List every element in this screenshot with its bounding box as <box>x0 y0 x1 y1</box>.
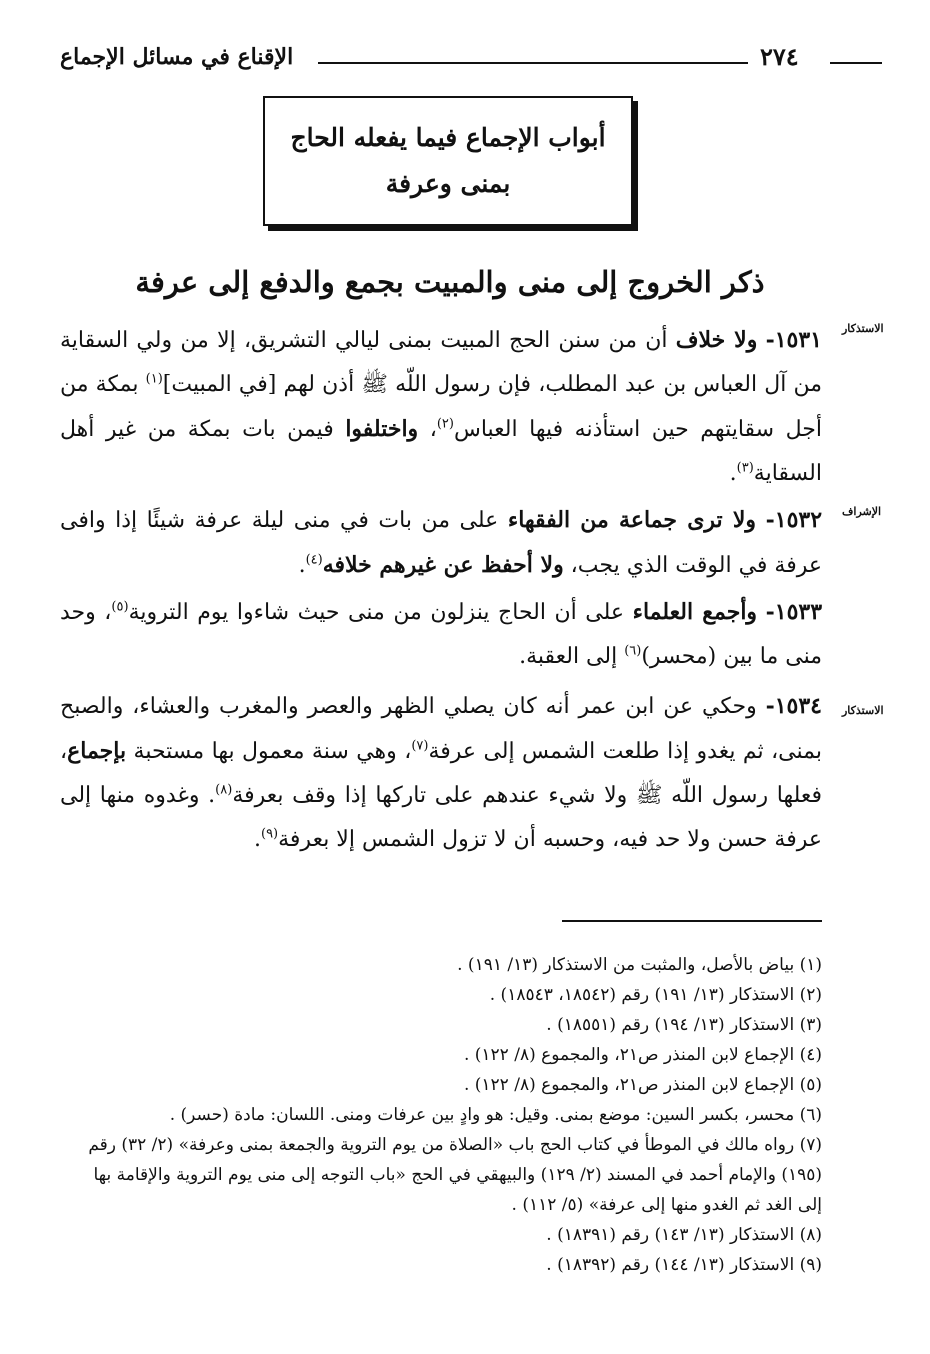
bold-phrase: ولا خلاف <box>675 327 758 353</box>
paragraph-text: على من بات في منى ليلة عرفة شيئًا إذا وافى عرفة في الوقت الذي يجب، <box>60 508 822 578</box>
footnote-ref[interactable]: (٢) <box>436 416 454 432</box>
footnote: (٨) الاستذكار (١٣/ ١٤٣) رقم (١٨٣٩١) . <box>546 1225 822 1245</box>
footnote: (٦) محسر، بكسر السين: موضع بمنى. وقيل: هو وادٍ بين عرفات ومنى. اللسان: مادة (حسر) . <box>169 1105 822 1125</box>
bold-phrase: ولا ترى جماعة من الفقهاء <box>507 507 757 533</box>
footnote-ref[interactable]: (٩) <box>260 826 279 842</box>
footnote-ref[interactable]: (٤) <box>305 552 323 568</box>
footnote-ref[interactable]: (٨) <box>215 782 233 798</box>
bold-phrase: بإجماع <box>67 738 127 764</box>
paragraph-text: . <box>729 461 737 486</box>
footnote: (٥) الإجماع لابن المنذر ص٢١، والمجموع (٨/ ١٢٢) . <box>463 1075 822 1095</box>
footnote-ref[interactable]: (٦) <box>624 643 642 659</box>
bold-phrase: ولا أحفظ عن غيرهم خلافه <box>322 552 564 578</box>
page-header <box>60 40 830 84</box>
footnote-ref[interactable]: (٣) <box>736 460 754 476</box>
bold-phrase: واختلفوا <box>345 416 419 442</box>
chapter-title-line: بمنى وعرفة <box>385 169 511 198</box>
paragraph-1534 <box>60 684 822 862</box>
footnote-ref[interactable]: (٧) <box>411 738 429 754</box>
bold-phrase: وأجمع العلماء <box>632 599 758 625</box>
paragraph-number: ١٥٣٢- <box>765 507 823 533</box>
footnote: (٤) الإجماع لابن المنذر ص٢١، والمجموع (٨/ ١٢٢) . <box>463 1045 822 1065</box>
paragraph-text: ، فعلها رسول اللّه ﷺ ولا شيء عندهم على تاركها إذا وقف بعرفة <box>60 739 822 808</box>
chapter-title-box <box>263 96 633 226</box>
paragraph-text: بمكة من أجل سقايتهم حين استأذنه فيها العباس <box>60 372 823 442</box>
margin-source-label: الاستذكار <box>842 704 884 717</box>
chapter-title-line: أبواب الإجماع فيما يفعله الحاج <box>290 123 606 152</box>
paragraph-text: . <box>253 827 261 852</box>
paragraph-text: أن من سنن الحج المبيت بمنى ليالي التشريق، إلا من ولي السقاية من آل العباس بن عبد المطلب، فإن رسول اللّه ﷺ أذن لهم [في المبيت] <box>60 328 822 397</box>
header-rule <box>830 62 882 64</box>
footnote: (٧) رواه مالك في الموطأ في كتاب الحج باب «الصلاة من يوم التروية والجمعة بمنى وعرفة» (٢/ ٣٢) رقم (١٩٥) والإمام أحمد في المسند (٢/ ١٢٩) والبيهقي في الحج «باب التوجه إلى منى يوم التروية والإقامة بها إلى الغد ثم الغدو منها إلى عرفة» (٥/ ١١٢) . <box>88 1135 822 1215</box>
footnote: (٢) الاستذكار (١٣/ ١٩١) رقم (١٨٥٤٢، ١٨٥٤٣) . <box>489 985 822 1005</box>
paragraph-number: ١٥٣٣- <box>765 599 823 625</box>
footnote: (٣) الاستذكار (١٣/ ١٩٤) رقم (١٨٥٥١) . <box>546 1015 822 1035</box>
page-number: ٢٧٤ <box>760 42 799 71</box>
paragraph-text: . وغدوه منها إلى عرفة حسن ولا حد فيه، وحسبه أن لا تزول الشمس إلا بعرفة <box>60 783 822 852</box>
paragraph-1532 <box>60 498 822 588</box>
footnote: (٩) الاستذكار (١٣/ ١٤٤) رقم (١٨٣٩٢) . <box>546 1255 822 1275</box>
footnote-ref[interactable]: (١) <box>145 371 163 387</box>
paragraph-text: إلى العقبة. <box>519 644 625 669</box>
paragraph-text: ، <box>418 417 437 442</box>
paragraph-1533 <box>60 590 822 679</box>
footnote-ref[interactable]: (٥) <box>111 599 129 615</box>
margin-source-label: الإشراف <box>842 505 882 518</box>
footnotes <box>70 950 822 1280</box>
paragraph-text: فيمن بات بمكة من غير أهل السقاية <box>60 417 822 486</box>
margin-source-label: الاستذكار <box>842 322 884 335</box>
paragraph-text: . <box>298 553 306 578</box>
section-heading: ذكر الخروج إلى منى والمبيت بجمع والدفع إلى عرفة <box>135 265 765 299</box>
paragraph-1531 <box>60 318 822 496</box>
header-rule <box>318 62 748 64</box>
running-title: الإقناع في مسائل الإجماع <box>60 44 294 70</box>
paragraph-text: على أن الحاج ينزلون من منى حيث شاءوا يوم التروية <box>128 600 633 625</box>
paragraph-number: ١٥٣٤- <box>765 693 822 719</box>
footnote: (١) بياض بالأصل، والمثبت من الاستذكار (١٣/ ١٩١) . <box>457 955 822 975</box>
paragraph-number: ١٥٣١- <box>765 327 822 353</box>
footnote-separator <box>562 920 822 922</box>
paragraph-text: ، وحد منى ما بين (محسر) <box>60 600 822 669</box>
paragraph-text: وحكي عن ابن عمر أنه كان يصلي الظهر والعصر والمغرب والعشاء، والصبح بمنى، ثم يغدو إذا طلعت الشمس إلى عرفة <box>60 694 823 764</box>
paragraph-text: ، وهي سنة معمول بها مستحبة <box>126 739 412 764</box>
